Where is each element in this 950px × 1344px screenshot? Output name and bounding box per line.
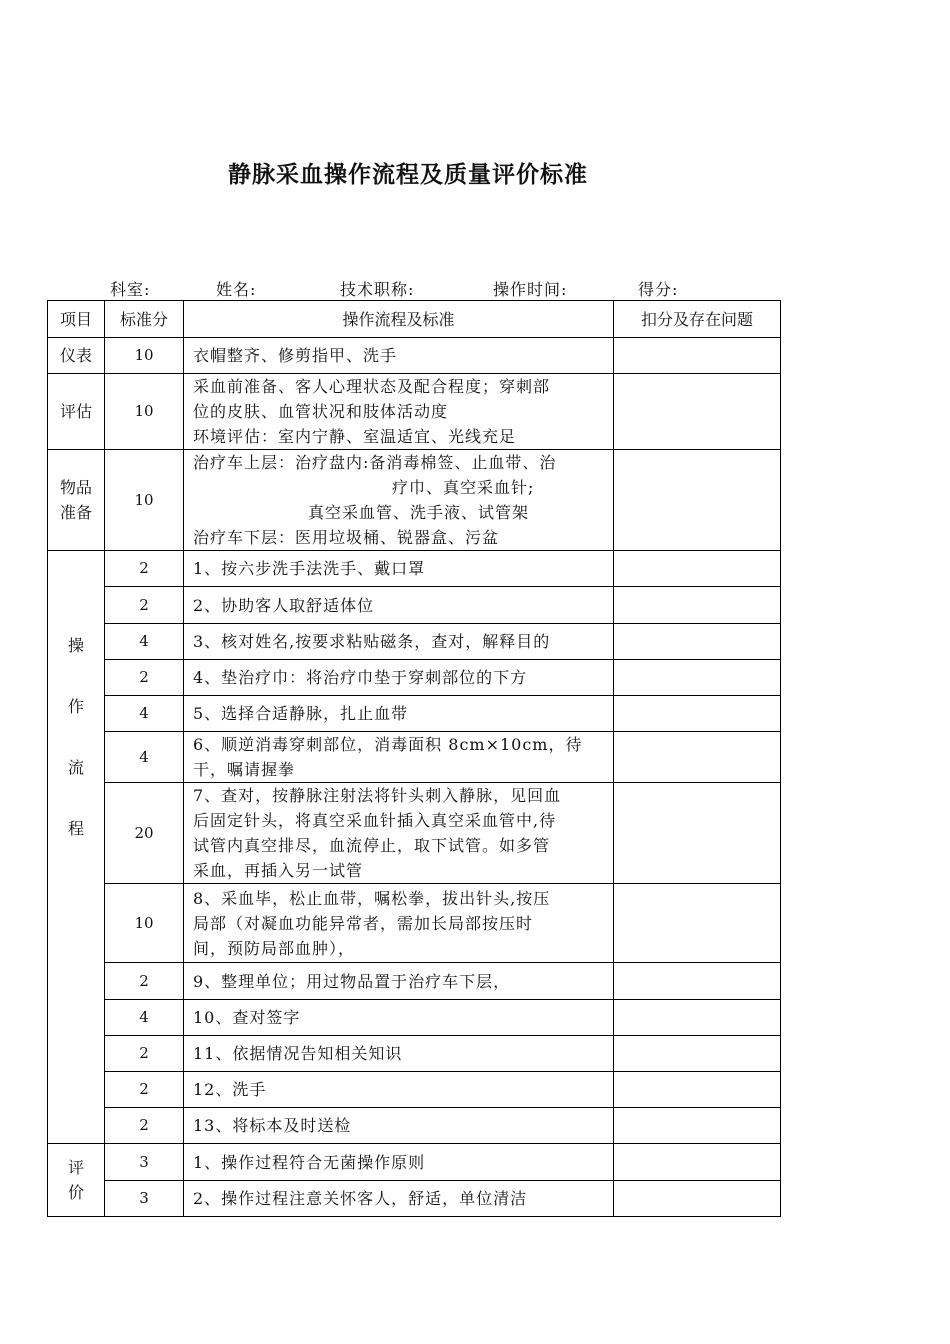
deduction-cell[interactable] [614,660,781,696]
score-cell: 20 [105,783,184,884]
procedure-line: 间，预防局部血肿）， [193,938,356,958]
procedure-cell: 3、核对姓名,按要求粘贴磁条，查对，解释目的 [184,624,614,660]
score-cell: 2 [105,660,184,696]
section-label-assessment: 评估 [48,374,105,450]
score-cell: 4 [105,624,184,660]
section-label-char: 价 [67,1183,84,1202]
section-label-char: 流 [67,758,84,777]
score-cell: 10 [105,450,184,551]
section-label-procedure [48,551,105,1144]
table-row [48,1072,781,1108]
procedure-cell [184,374,614,450]
name-label: 姓名: [216,280,257,299]
procedure-line: 干，嘱请握拳 [193,760,296,779]
deduction-cell[interactable] [614,1108,781,1144]
procedure-line: 采血，再插入另一试管 [193,861,364,880]
score-cell: 10 [105,374,184,450]
table-row [48,1181,781,1217]
procedure-line: 7、查对，按静脉注射法将针头刺入静脉，见回血 [193,786,562,805]
page-title: 静脉采血操作流程及质量评价标准 [228,162,588,188]
section-label-line: 准备 [59,503,92,522]
procedure-cell: 5、选择合适静脉，扎止血带 [184,696,614,732]
section-label-line: 物品 [59,478,92,497]
score-cell: 2 [105,551,184,587]
table-row [48,450,781,551]
table-row [48,624,781,660]
score-cell: 2 [105,1072,184,1108]
deduction-cell[interactable] [614,374,781,450]
procedure-line: 采血前准备、客人心理状态及配合程度；穿刺部 [193,377,551,396]
procedure-line: 8、采血毕，松止血带，嘱松拳，拔出针头,按压 [193,888,551,908]
procedure-line: 6、顺逆消毒穿刺部位，消毒面积 8cm×10cm，待 [193,735,583,754]
table-row [48,338,781,374]
deduction-cell[interactable] [614,1181,781,1217]
procedure-line: 治疗车上层：治疗盘内:备消毒棉签、止血带、治 [193,453,557,472]
procedure-cell: 13、将标本及时送检 [184,1108,614,1144]
section-label-char: 评 [67,1158,84,1177]
col-header-deduction: 扣分及存在问题 [614,301,781,338]
form-header [0,277,950,301]
procedure-cell [184,450,614,551]
procedure-cell: 12、洗手 [184,1072,614,1108]
deduction-cell[interactable] [614,551,781,587]
score-cell: 4 [105,732,184,783]
deduction-cell[interactable] [614,624,781,660]
section-label-char: 操 [67,636,84,655]
procedure-line: 位的皮肤、血管状况和肢体活动度 [193,402,449,421]
procedure-cell: 1、操作过程符合无菌操作原则 [184,1144,614,1181]
score-cell: 2 [105,587,184,624]
procedure-line: 疗巾、真空采血针; [392,478,535,497]
table-row [48,1036,781,1072]
score-label: 得分: [638,280,679,299]
section-label-char: 作 [67,697,84,716]
procedure-line: 后固定针头，将真空采血针插入真空采血管中,待 [193,811,557,830]
procedure-cell [184,783,614,884]
procedure-cell: 2、操作过程注意关怀客人，舒适，单位清洁 [184,1181,614,1217]
procedure-cell: 1、按六步洗手法洗手、戴口罩 [184,551,614,587]
deduction-cell[interactable] [614,1036,781,1072]
deduction-cell[interactable] [614,587,781,624]
col-header-standard-score: 标准分 [105,301,184,338]
procedure-line: 真空采血管、洗手液、试管架 [308,503,530,522]
procedure-cell: 11、依据情况告知相关知识 [184,1036,614,1072]
procedure-cell [184,884,614,963]
table-row [48,374,781,450]
procedure-line: 试管内真空排尽，血流停止，取下试管。如多管 [193,836,551,855]
table-row [48,963,781,1000]
score-cell: 3 [105,1144,184,1181]
score-cell: 4 [105,1000,184,1036]
col-header-item: 项目 [48,301,105,338]
procedure-cell: 9、整理单位；用过物品置于治疗车下层， [184,963,614,1000]
table-row [48,551,781,587]
deduction-cell[interactable] [614,732,781,783]
deduction-cell[interactable] [614,1000,781,1036]
score-cell: 10 [105,338,184,374]
table-row [48,1108,781,1144]
procedure-cell [184,732,614,783]
deduction-cell[interactable] [614,1072,781,1108]
section-label-evaluation [48,1144,105,1217]
score-cell: 10 [105,884,184,963]
table-row [48,1144,781,1181]
procedure-cell: 2、协助客人取舒适体位 [184,587,614,624]
table-row [48,783,781,884]
department-label: 科室: [110,280,151,299]
procedure-line: 治疗车下层：医用垃圾桶、锐器盒、污盆 [193,528,500,547]
score-cell: 4 [105,696,184,732]
table-row [48,660,781,696]
deduction-cell[interactable] [614,884,781,963]
table-row [48,732,781,783]
operation-time-label: 操作时间: [493,280,568,299]
col-header-procedure: 操作流程及标准 [184,301,614,338]
procedure-line: 局部（对凝血功能异常者，需加长局部按压时 [193,913,534,933]
procedure-cell: 衣帽整齐、修剪指甲、洗手 [184,338,614,374]
section-label-supplies [48,450,105,551]
section-label-appearance: 仪表 [48,338,105,374]
deduction-cell[interactable] [614,963,781,1000]
score-cell: 3 [105,1181,184,1217]
procedure-cell: 10、查对签字 [184,1000,614,1036]
table-header-row [48,301,781,338]
procedure-cell: 4、垫治疗巾：将治疗巾垫于穿刺部位的下方 [184,660,614,696]
score-cell: 2 [105,1108,184,1144]
deduction-cell[interactable] [614,338,781,374]
score-cell: 2 [105,963,184,1000]
deduction-cell[interactable] [614,783,781,884]
table-row [48,587,781,624]
table-row [48,1000,781,1036]
deduction-cell[interactable] [614,1144,781,1181]
evaluation-table [47,300,781,1217]
section-label-char: 程 [67,819,84,838]
table-row [48,696,781,732]
procedure-line: 环境评估：室内宁静、室温适宜、光线充足 [193,427,517,446]
job-title-label: 技术职称: [340,280,415,299]
score-cell: 2 [105,1036,184,1072]
deduction-cell[interactable] [614,696,781,732]
table-row [48,884,781,963]
deduction-cell[interactable] [614,450,781,551]
